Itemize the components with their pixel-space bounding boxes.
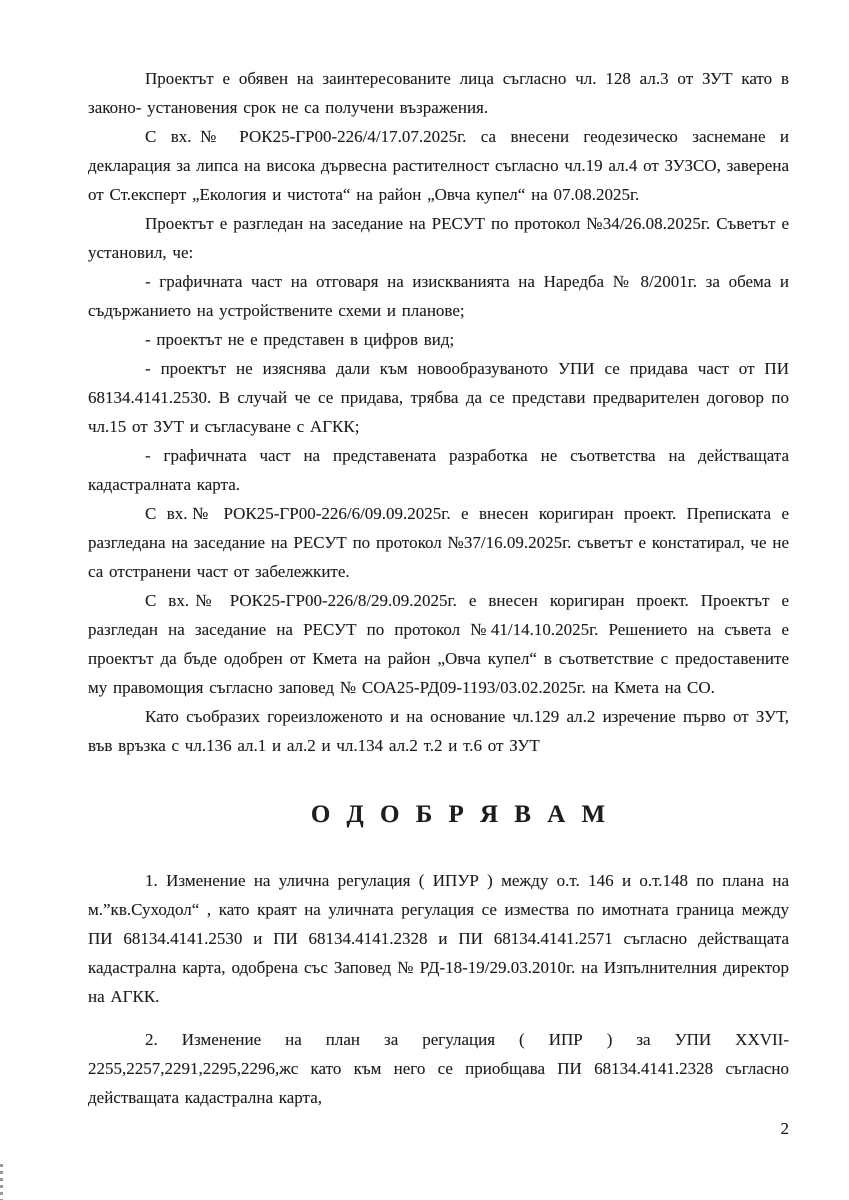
bullet-graphic-part-requirements: - графичната част на отговаря на изискванията на Наредба № 8/2001г. за обема и съдържанието на устройствените схеми и планове;: [88, 272, 789, 320]
paragraph-corrected-project-protocol-41: С вх.№ РОК25-ГР00-226/8/29.09.2025г. е внесен коригиран проект. Проектът е разгледан на заседание на РЕСУТ по протокол №41/14.10.2025г. Решението на съвета е проектът да бъде одобрен от Кмета на район „Овча купел“ в съответствие с предоставените му правомощия съгласно заповед № СОА25-РД09-1193/03.02.2025г. на Кмета на СО.: [88, 591, 789, 697]
page-number: 2: [780, 1119, 789, 1138]
bullet-upi-land-transfer-clarification: - проектът не изяснява дали към новообразуваното УПИ се придава част от ПИ 68134.4141.2530. В случай че се придава, трябва да се представи предварителен договор по чл.15 от ЗУТ и съгласуване с АГКК;: [88, 359, 789, 436]
document-body: [88, 64, 789, 1143]
bullet-no-digital-format: - проектът не е представен в цифров вид;: [145, 330, 455, 349]
paragraph-corrected-project-protocol-37: С вх.№ РОК25-ГР00-226/6/09.09.2025г. е внесен коригиран проект. Преписката е разгледана на заседание на РЕСУТ по протокол №37/16.09.2025г. съветът е констатирал, че не са отстранени част от забележките.: [88, 504, 789, 581]
approval-item-2-plan-regulation: 2. Изменение на план за регулация ( ИПР ) за УПИ XXVII-2255,2257,2291,2295,2296,жс като към него се приобщава ПИ 68134.4141.2328 съгласно действащата кадастрална карта,: [88, 1030, 789, 1107]
paragraph-resut-protocol-34: Проектът е разгледан на заседание на РЕСУТ по протокол №34/26.08.2025г. Съветът е установил, че:: [88, 214, 789, 262]
bullet-cadastral-map-mismatch: - графичната част на представената разработка не съответства на действащата кадастралната карта.: [88, 446, 789, 494]
scan-edge-artifact: [0, 1164, 3, 1200]
paragraph-legal-grounds: Като съобразих гореизложеното и на основание чл.129 ал.2 изречение първо от ЗУТ, във връзка с чл.136 ал.1 и ал.2 и чл.134 ал.2 т.2 и т.6 от ЗУТ: [88, 707, 789, 755]
paragraph-geodetic-survey-filed: С вх.№ РОК25-ГР00-226/4/17.07.2025г. са внесени геодезическо заснемане и декларация за липса на висока дървесна растителност съгласно чл.19 ал.4 от ЗУЗСО, заверена от Ст.експерт „Екология и чистота“ на район „Овча купел“ на 07.08.2025г.: [88, 127, 789, 204]
paragraph-project-announced: Проектът е обявен на заинтересованите лица съгласно чл. 128 ал.3 от ЗУТ като в законо- установения срок не са получени възражения.: [88, 69, 789, 117]
approval-heading: О Д О Б Р Я В А М: [310, 801, 611, 828]
approval-item-1-street-regulation: 1. Изменение на улична регулация ( ИПУР ) между о.т. 146 и о.т.148 по плана на м.”кв.Суходол“ , като краят на уличната регулация се измества по имотната граница между ПИ 68134.4141.2530 и ПИ 68134.4141.2328 и ПИ 68134.4141.2571 съгласно действащата кадастрална карта, одобрена със Заповед № РД-18-19/29.03.2010г. на Изпълнителния директор на АГКК.: [88, 871, 789, 1006]
